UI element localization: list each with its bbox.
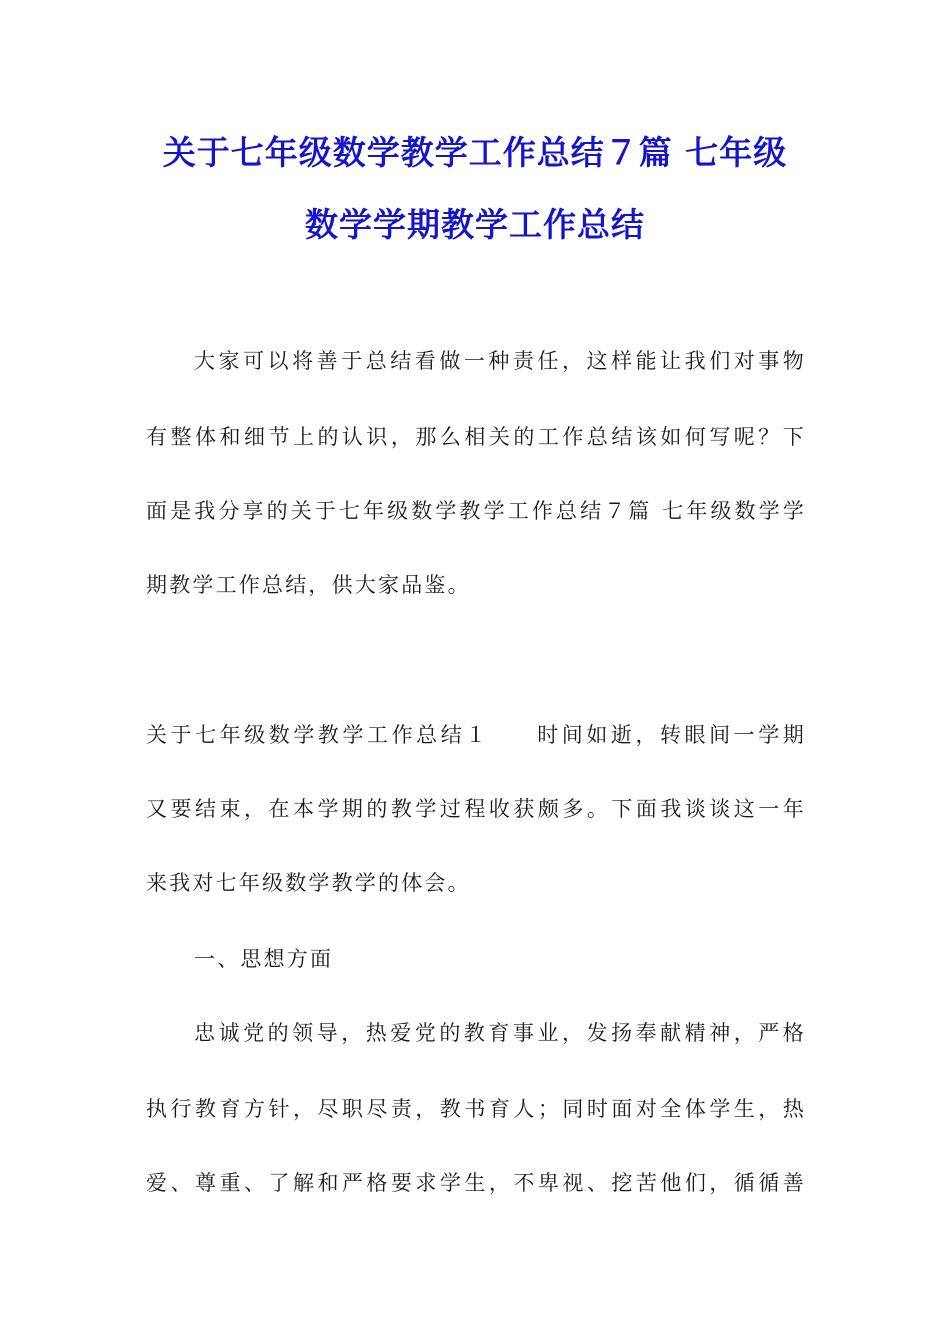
section-1-line-2: 又要结束，在本学期的教学过程收获颇多。下面我谈谈这一年 [146,797,806,821]
intro-line-3: 面是我分享的关于七年级数学教学工作总结７篇 七年级数学学 [146,499,806,523]
section-1-first-line [146,720,806,750]
section-1-line-1: 时间如逝，转眼间一学期 [535,723,806,747]
document-title-line-1: 关于七年级数学教学工作总结７篇 七年级 [162,133,788,172]
section-1-subheading: 一、思想方面 [194,947,334,971]
section-1-para-line-1: 忠诚党的领导，热爱党的教育事业，发扬奉献精神，严格 [194,1021,806,1045]
intro-line-2: 有整体和细节上的认识，那么相关的工作总结该如何写呢？下 [146,425,806,449]
section-1-line-3: 来我对七年级数学教学的体会。 [146,871,471,895]
section-1-para-line-3: 爱、尊重、了解和严格要求学生，不卑视、挖苦他们，循循善 [146,1171,806,1195]
document-title-line-2: 数学学期教学工作总结 [305,205,645,244]
intro-line-1: 大家可以将善于总结看做一种责任，这样能让我们对事物 [194,349,806,373]
section-1-para-line-2: 执行教育方针，尽职尽责，教书育人；同时面对全体学生，热 [146,1097,806,1121]
section-1-heading: 关于七年级数学教学工作总结１ [146,723,490,747]
intro-line-4: 期教学工作总结，供大家品鉴。 [146,573,471,597]
